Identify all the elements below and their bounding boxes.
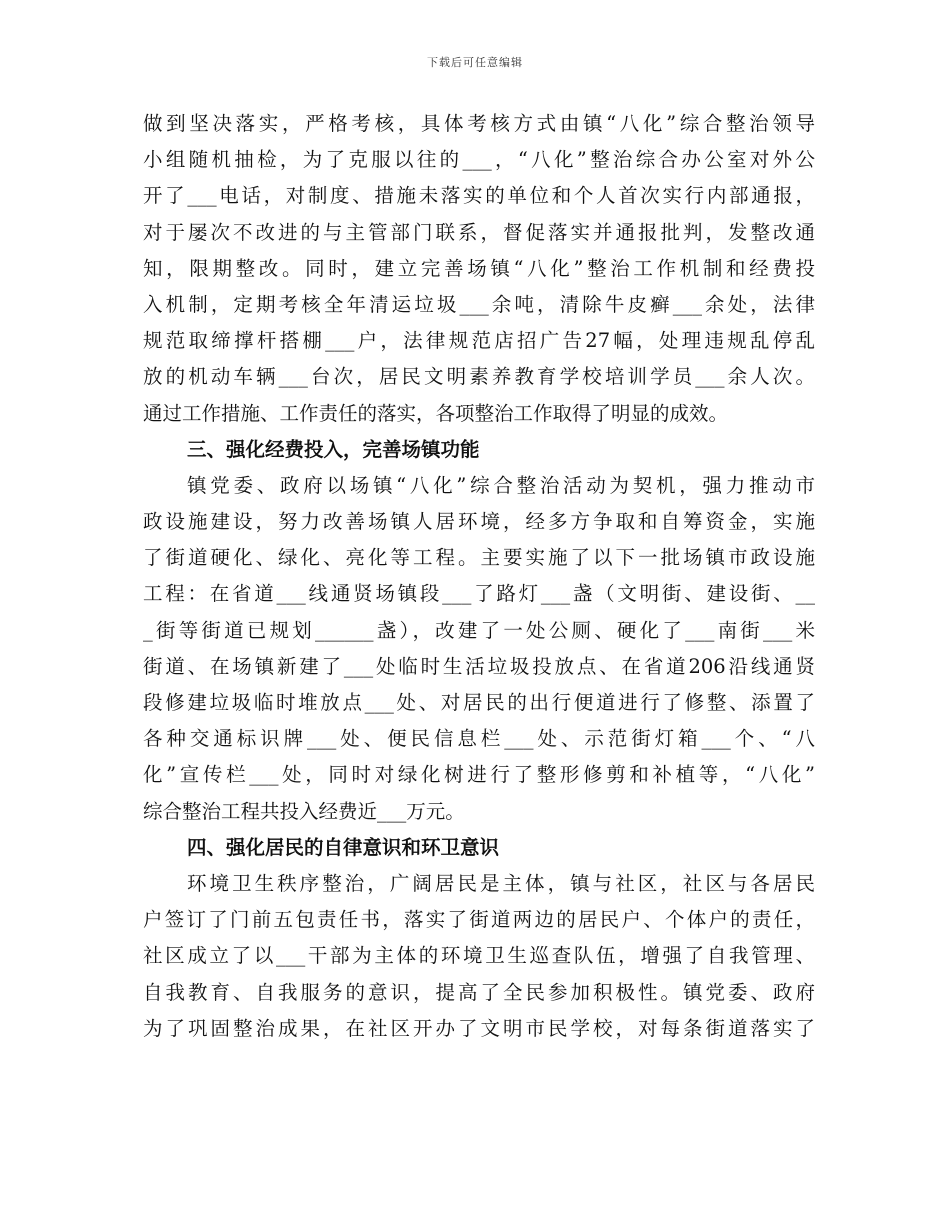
text-line: 为了巩固整治成果，在社区开办了文明市民学校，对每条街道落实了 [143, 1016, 815, 1040]
text-line: 了街道硬化、绿化、亮化等工程。主要实施了以下一批场镇市政设施 [143, 546, 815, 570]
text-line: 工程：在省道___线通贤场镇段___了路灯___盏（文明街、建设街、__ [143, 582, 815, 606]
text-line: 各种交通标识牌___处、便民信息栏___处、示范街灯箱___个、“八 [143, 727, 815, 751]
text-line: 知，限期整改。同时，建立完善场镇“八化”整治工作机制和经费投 [143, 256, 815, 280]
page-header-note: 下载后可任意编辑 [427, 56, 523, 69]
section-3-paragraph [143, 468, 815, 830]
text-line: 镇党委、政府以场镇“八化”综合整治活动为契机，强力推动市 [187, 473, 815, 497]
text-line: 街道、在场镇新建了___处临时生活垃圾投放点、在省道206沿线通贤 [143, 654, 815, 678]
text-line: _街等街道已规划______盏），改建了一处公厕、硬化了___南街___米 [143, 618, 815, 642]
text-line: 化”宣传栏___处，同时对绿化树进行了整形修剪和补植等，“八化” [143, 763, 815, 787]
text-line: 对于屡次不改进的与主管部门联系，督促落实并通报批判，发整改通 [143, 220, 815, 244]
text-line: 政设施建设，努力改善场镇人居环境，经多方争取和自筹资金，实施 [143, 510, 815, 534]
text-line: 做到坚决落实，严格考核，具体考核方式由镇“八化”综合整治领导 [143, 112, 815, 135]
text-line: 环境卫生秩序整治，广阔居民是主体，镇与社区，社区与各居民 [187, 871, 815, 895]
text-line: 入机制，定期考核全年清运垃圾___余吨，清除牛皮癣___余处，法律 [143, 292, 815, 316]
text-line: 社区成立了以___干部为主体的环境卫生巡查队伍，增强了自我管理、 [143, 944, 815, 968]
section-4-paragraph [143, 866, 815, 1047]
text-line: 自我教育、自我服务的意识，提高了全民参加积极性。镇党委、政府 [143, 980, 815, 1004]
text-line: 小组随机抽检，为了克服以往的___，“八化”整治综合办公室对外公 [143, 148, 815, 172]
text-line: 放的机动车辆___台次，居民文明素养教育学校培训学员___余人次。 [143, 365, 815, 389]
section-heading-4: 四、强化居民的自律意识和环卫意识 [187, 835, 500, 859]
text-line: 规范取缔撑杆搭棚___户，法律规范店招广告27幅，处理违规乱停乱 [143, 329, 815, 353]
text-line: 综合整治工程共投入经费近___万元。 [143, 799, 465, 823]
text-line: 段修建垃圾临时堆放点___处、对居民的出行便道进行了修整、添置了 [143, 691, 815, 714]
text-line: 通过工作措施、工作责任的落实，各项整治工作取得了明显的成效。 [143, 401, 729, 425]
document-body [143, 106, 815, 1047]
text-line: 户签订了门前五包责任书，落实了街道两边的居民户、个体户的责任， [143, 908, 815, 932]
paragraph-continuation [143, 106, 815, 432]
section-heading-3: 三、强化经费投入，完善场镇功能 [187, 437, 480, 461]
text-line: 开了___电话，对制度、措施未落实的单位和个人首次实行内部通报， [143, 184, 815, 208]
